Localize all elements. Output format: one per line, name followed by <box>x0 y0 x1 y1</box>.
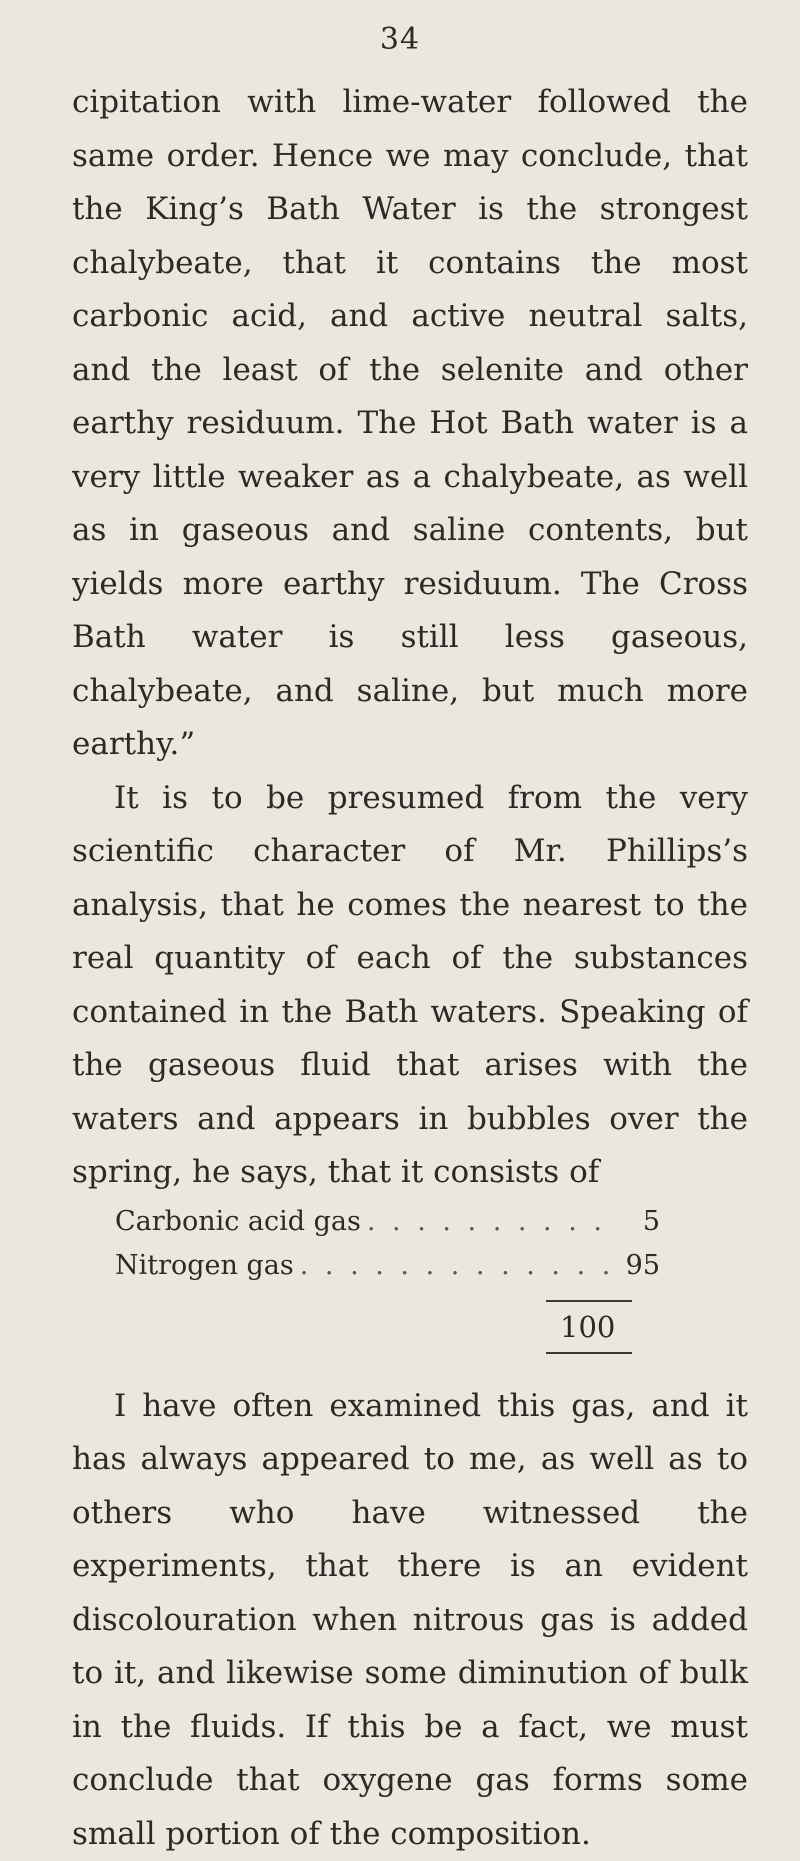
row-label: Nitrogen gas <box>115 1244 294 1288</box>
page-number: 34 <box>0 22 800 57</box>
row-value: 5 <box>620 1200 660 1244</box>
dot-leader <box>367 1200 614 1244</box>
table-total: 100 <box>560 1302 748 1352</box>
row-value: 95 <box>620 1244 660 1288</box>
sum-rule-bottom <box>546 1352 632 1354</box>
table-row <box>115 1200 660 1244</box>
gas-composition-table <box>72 1200 748 1354</box>
paragraph-phillips-analysis: It is to be presumed from the very scientific character of Mr. Phillips’s analysis, that he comes the nearest to the real quantity of each of the substances contained in the Bath waters. Speaking of the gaseous fluid that arises with the waters and appears in bubbles over the spring, he says, that it consists of <box>72 772 748 1200</box>
table-row <box>115 1244 660 1288</box>
dot-leader <box>300 1244 614 1288</box>
row-label: Carbonic acid gas <box>115 1200 361 1244</box>
paragraph-continuation: cipitation with lime-water followed the same order. Hence we may conclude, that the King’s Bath Water is the strongest chalybeate, that it contains the most carbonic acid, and active neutral salts, and the least of the selenite and other earthy residuum. The Hot Bath water is a very little weaker as a chalybeate, as well as in gaseous and saline contents, but yields more earthy residuum. The Cross Bath water is still less gaseous, chalybeate, and saline, but much more earthy.” <box>72 76 748 772</box>
paragraph-gas-examination: I have often examined this gas, and it has always appeared to me, as well as to others who have witnessed the experiments, that there is an evident discolouration when nitrous gas is added to it, and likewise some diminution of bulk in the fluids. If this be a fact, we must conclude that oxygene gas forms some small portion of the composition. <box>72 1380 748 1861</box>
page-text <box>72 76 748 1861</box>
